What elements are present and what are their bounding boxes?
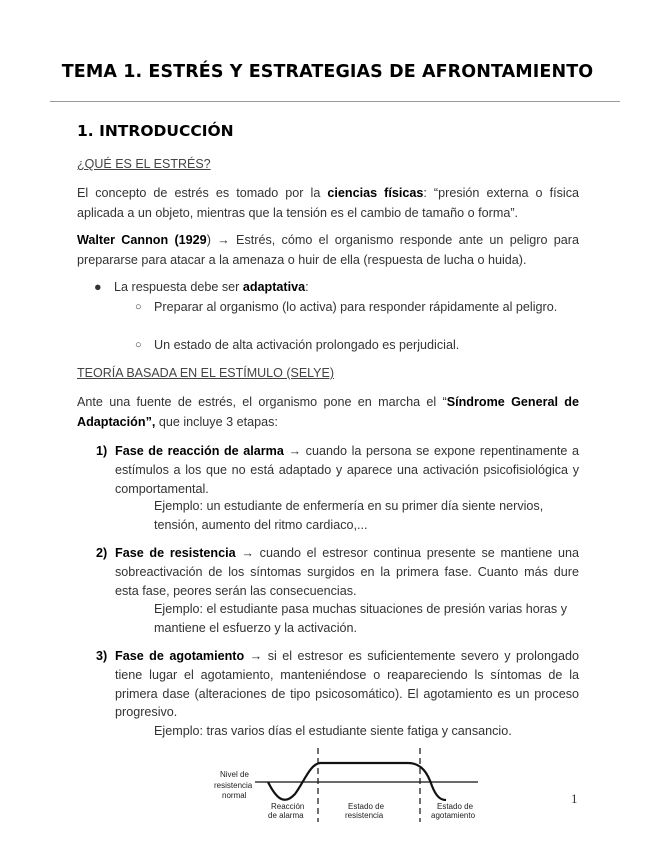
circle-bullet-icon: ○ [135, 301, 142, 313]
paragraph-concept [77, 184, 579, 223]
phase-1 [96, 442, 579, 498]
bullet-bold: adaptativa [242, 280, 306, 294]
bullet-text-c: : [305, 280, 309, 294]
stage2-label-1: Estado de [348, 802, 385, 811]
bullet-text-a: La respuesta debe ser [114, 280, 243, 294]
page-number: 1 [571, 791, 578, 806]
stage1-label-1: Reacción [271, 802, 305, 811]
stage1-label-2: de alarma [268, 811, 304, 820]
p2-text: ) → Estrés, cómo el organismo responde ante un peligro para prepararse para atacar a la amenaza o huir de ella (respuesta de lucha o huida). [77, 233, 579, 267]
phase-3-name: Fase de agotamiento [115, 649, 245, 663]
document-title: TEMA 1. ESTRÉS Y ESTRATEGIAS DE AFRONTAMIENTO [61, 62, 594, 82]
ylabel-line-2: resistencia [214, 781, 253, 790]
phase-1-example: Ejemplo: un estudiante de enfermería en su primer día siente nervios, tensión, aumento del ritmo cardiaco,... [154, 499, 544, 532]
phase-2-text: → cuando el estresor continua presente se mantiene una sobreactivación de los síntomas surgidos en la primera fase. Cuanto más dure esta fase, peores serán las consecuencias. [115, 546, 579, 598]
section-heading: 1. INTRODUCCIÓN [77, 122, 234, 140]
p1-bold: ciencias físicas [327, 186, 424, 200]
phase-1-text: → cuando la persona se expone repentinamente a estímulos a los que no está adaptado y aparece una activación psicofisiológica y comportamental. [115, 444, 579, 496]
stage3-label-1: Estado de [437, 802, 474, 811]
phase-2-number: 2) [96, 546, 108, 560]
subheading-what-is-stress: ¿QUÉ ES EL ESTRÉS? [77, 157, 211, 171]
sub-item-1 [136, 298, 579, 317]
phase-3-text: → si el estresor es suficientemente severo y prolongado tiene lugar el agotamiento, manteniéndose o reapareciendo ls síntomas de la primera dase (alteraciones de tipo psicosomático). El agotamiento es un proceso progresivo. [115, 649, 579, 720]
paragraph-sga [77, 393, 579, 432]
title-divider [50, 101, 620, 102]
p1-text-a: El concepto de estrés es tomado por la [77, 186, 328, 200]
p2-bold: Walter Cannon (1929 [77, 233, 207, 247]
stage3-label-2: agotamiento [431, 811, 476, 820]
phase-1-number: 1) [96, 444, 108, 458]
paragraph-cannon [77, 231, 579, 270]
phase-3-number: 3) [96, 649, 108, 663]
bullet-dot-icon: ● [94, 280, 102, 294]
ylabel-line-3: normal [222, 791, 247, 800]
sub-item-2 [136, 336, 579, 355]
circle-bullet-icon: ○ [135, 339, 142, 351]
sub-item-2-text: Un estado de alta activación prolongado es perjudicial. [154, 338, 460, 352]
p3-text-a: Ante una fuente de estrés, el organismo pone en marcha el “ [77, 395, 447, 409]
sub-item-1-text: Preparar al organismo (lo activa) para responder rápidamente al peligro. [154, 300, 558, 314]
phase-2-name: Fase de resistencia [115, 546, 236, 560]
subheading-selye: TEORÍA BASADA EN EL ESTÍMULO (SELYE) [77, 366, 335, 380]
phase-1-name: Fase de reacción de alarma [115, 444, 284, 458]
phase-2 [96, 544, 579, 600]
phase-3 [96, 647, 579, 722]
phase-2-example: Ejemplo: el estudiante pasa muchas situaciones de presión varias horas y mantiene el esfuerzo y la activación. [154, 602, 568, 635]
stage2-label-2: resistencia [345, 811, 384, 820]
p3-text-c: que incluye 3 etapas: [155, 414, 278, 429]
bullet-text [114, 280, 309, 294]
p3-bold: Síndrome General de Adaptación”, [77, 395, 579, 429]
phase-3-example: Ejemplo: tras varios días el estudiante siente fatiga y cansancio. [154, 724, 512, 738]
gas-diagram [200, 746, 490, 826]
ylabel-line-1: Nivel de [220, 770, 249, 779]
p1-text-c: : “presión externa o física aplicada a un objeto, mientras que la tensión es el cambio de tamaño o forma”. [77, 186, 580, 220]
